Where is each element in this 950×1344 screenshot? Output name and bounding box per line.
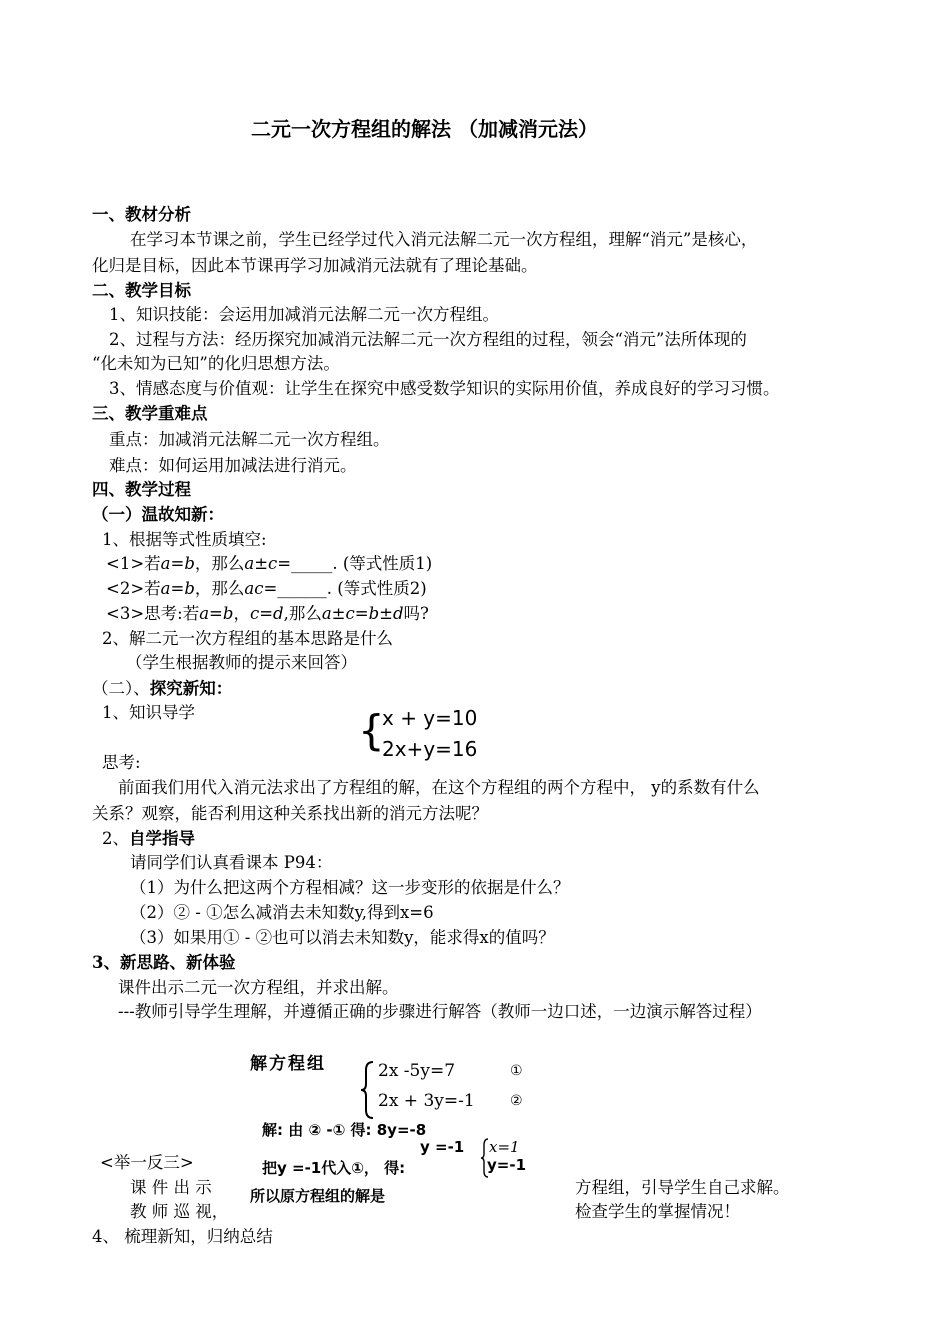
extend-line1-left: 课 件 出 示 [130,1178,212,1197]
part4-heading: 4、 梳理新知，归纳总结 [92,1227,273,1246]
difficult-point: 难点：如何运用加减法进行消元。 [109,456,357,475]
item2-blank: ______ [277,579,327,598]
part1-heading: （一）温故知新： [92,505,224,524]
item2-note: . (等式性质2) [326,579,427,598]
item3-suffix: 吗? [403,604,429,623]
item1-condition: a=b [160,554,195,573]
item2-prefix: <2>若 [106,579,161,598]
item3-condition-cd: c=d [249,604,284,623]
part3-line2: ---教师引导学生理解，并遵循正确的步骤进行解答（教师一边口述，一边演示解答过程） [118,1002,762,1021]
self-study-number: 2、 [102,829,129,848]
self-study-heading [102,825,195,849]
figure-step2: y =-1 [420,1138,465,1156]
item3-prefix: <3>思考:若 [106,604,200,623]
property-item-1 [106,550,432,574]
extend-heading: <举一反三> [100,1153,194,1172]
item2-then: ，那么 [194,579,245,598]
figure-solution-x: x=1 [489,1138,520,1156]
goal-process-line2: “化未知为已知”的化归思想方法。 [92,354,340,373]
item3-expression: a±c=b±d [321,604,404,623]
goal-attitude: 3、情感态度与价值观：让学生在探究中感受数学知识的实际用价值，养成良好的学习习惯。 [109,379,780,398]
part1-question2: 2、解二元一次方程组的基本思路是什么 [102,629,393,648]
part3-heading: 3、新思路、新体验 [92,953,236,972]
self-study-title: 自学指导 [129,829,195,848]
equation-system-eq2: 2x+y=16 [382,737,478,761]
part1-question2-note: （学生根据教师的提示来回答） [126,653,357,672]
page-title: 二元一次方程组的解法 （加减消元法） [251,117,598,141]
part1-question1: 1、根据等式性质填空: [102,530,267,549]
part2-heading [92,675,232,699]
part3-line1: 课件出示二元一次方程组，并求出解。 [118,978,399,997]
section-heading-goals: 二、教学目标 [92,281,191,300]
think-label: 思考: [102,753,141,772]
item1-prefix: <1>若 [106,554,161,573]
item1-note: . (等式性质1) [332,554,433,573]
extend-line1-right: 方程组，引导学生自己求解。 [575,1178,790,1197]
item2-expression: ac= [244,579,278,598]
item3-condition-ab: a=b [199,604,234,623]
figure-eq2: 2x + 3y=-1 [378,1091,475,1111]
item3-then: ,那么 [283,604,322,623]
figure-label: 解方程组 [250,1054,326,1074]
figure-solution-y: y=-1 [487,1156,527,1174]
goal-knowledge: 1、知识技能：会运用加减消元法解二元一次方程组。 [109,305,499,324]
analysis-paragraph-line2: 化归是目标，因此本节课再学习加减消元法就有了理论基础。 [92,256,538,275]
think-paragraph-line1: 前面我们用代入消元法求出了方程组的解，在这个方程组的两个方程中， y的系数有什么 [118,778,760,797]
equation-system-brace: { [358,706,385,755]
self-question-2: （2）② - ①怎么减消去未知数y,得到x=6 [130,903,434,922]
item1-blank: _____ [291,554,333,573]
item1-expression: a±c= [244,554,292,573]
goal-process-line1: 2、过程与方法：经历探究加减消元法解二元一次方程组的过程，领会“消元”法所体现的 [109,330,747,349]
figure-eq2-number: ② [510,1093,523,1109]
section-heading-keypoints: 三、教学重难点 [92,404,208,423]
self-question-3: （3）如果用① - ②也可以消去未知数y，能求得x的值吗？ [130,928,555,947]
extend-line2-right: 检查学生的掌握情况！ [575,1202,740,1221]
part2-heading-prefix: （二）、 [92,679,150,698]
item1-then: ，那么 [194,554,245,573]
section-heading-process: 四、教学过程 [92,480,191,499]
figure-step3: 把y =-1代入①， 得: [262,1159,406,1177]
key-point: 重点：加减消元法解二元一次方程组。 [109,430,390,449]
figure-step1: 解: 由 ② -① 得: 8y=-8 [262,1121,427,1139]
think-paragraph-line2: 关系？观察，能否利用这种关系找出新的消元方法呢？ [92,804,488,823]
figure-brace [360,1060,376,1120]
figure-step4: 所以原方程组的解是 [250,1187,386,1205]
extend-line2-left: 教 师 巡 视， [130,1202,229,1221]
item3-comma: ， [233,604,250,623]
self-question-1: （1）为什么把这两个方程相减？这一步变形的依据是什么？ [130,878,570,897]
section-heading-analysis: 一、教材分析 [92,205,191,224]
knowledge-guide: 1、知识导学 [102,703,195,722]
read-textbook: 请同学们认真看课本 P94： [130,853,333,872]
analysis-paragraph-line1: 在学习本节课之前，学生已经学过代入消元法解二元一次方程组，理解“消元”是核心， [130,230,758,249]
figure-eq1: 2x -5y=7 [378,1061,456,1081]
equation-system-eq1: x + y=10 [382,706,478,730]
figure-eq1-number: ① [510,1063,523,1079]
item2-condition: a=b [160,579,195,598]
property-item-2 [106,575,427,599]
property-item-3 [106,600,429,624]
part2-heading-text: 探究新知： [149,679,233,698]
